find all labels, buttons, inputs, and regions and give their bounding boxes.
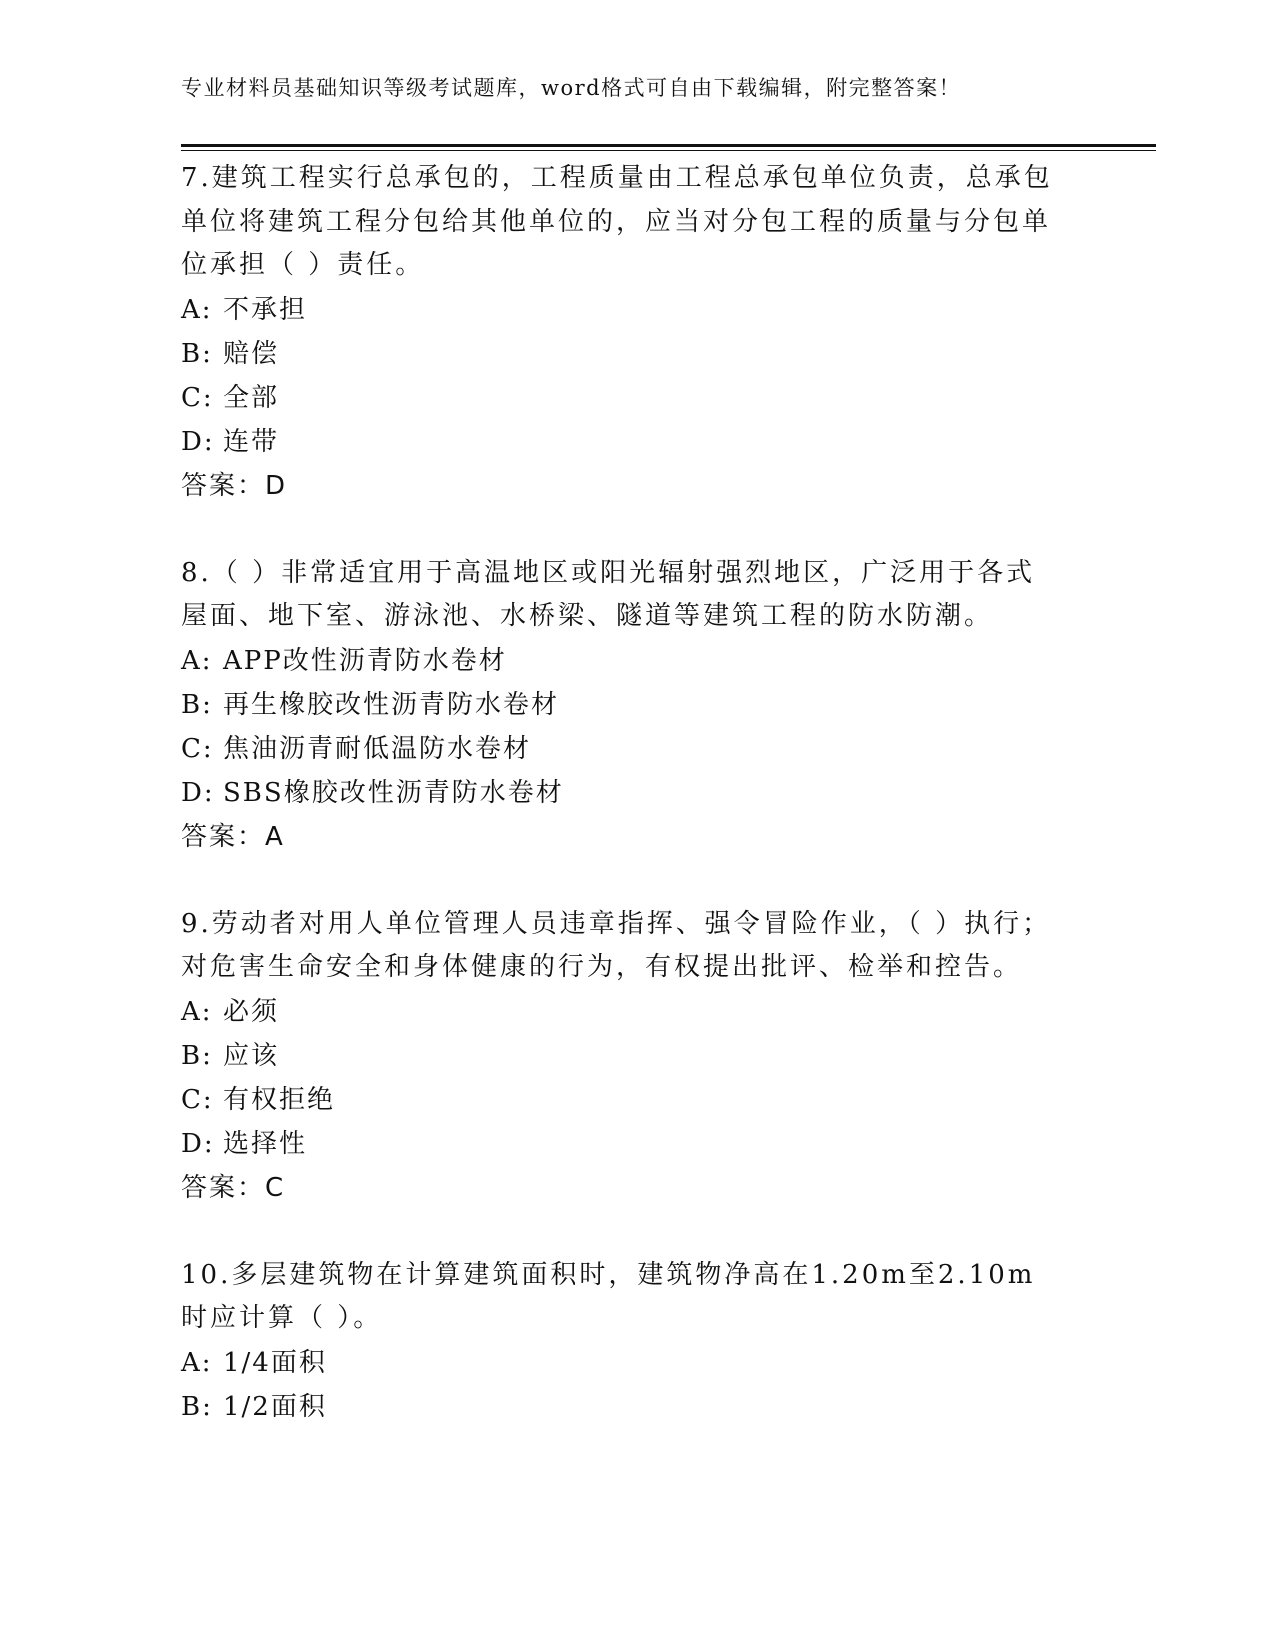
option-a bbox=[181, 1341, 1061, 1385]
page-header: 专业材料员基础知识等级考试题库，word格式可自由下载编辑，附完整答案！ bbox=[181, 76, 962, 100]
option-text: 赔偿 bbox=[223, 338, 280, 369]
option-text: 选择性 bbox=[223, 1128, 308, 1159]
option-c bbox=[181, 376, 1061, 420]
option-key: A: bbox=[181, 294, 213, 325]
option-a bbox=[181, 990, 1061, 1034]
option-b bbox=[181, 683, 1061, 727]
header-rule-thin bbox=[181, 150, 1156, 151]
option-key: A: bbox=[181, 1347, 213, 1378]
option-b bbox=[181, 1385, 1061, 1429]
option-d bbox=[181, 420, 1061, 464]
option-key: C: bbox=[181, 1084, 214, 1115]
question-8 bbox=[181, 552, 1061, 859]
question-stem: 8.（ ）非常适宜用于高温地区或阳光辐射强烈地区，广泛用于各式屋面、地下室、游泳池、水桥梁、隧道等建筑工程的防水防潮。 bbox=[181, 557, 1036, 631]
option-key: A: bbox=[181, 645, 213, 676]
option-key: D: bbox=[181, 777, 215, 808]
option-key: B: bbox=[181, 338, 213, 369]
option-text: 必须 bbox=[223, 996, 280, 1027]
question-stem: 7.建筑工程实行总承包的，工程质量由工程总承包单位负责，总承包单位将建筑工程分包给其他单位的，应当对分包工程的质量与分包单位承担（ ）责任。 bbox=[181, 163, 1053, 280]
answer-line: 答案：D bbox=[181, 470, 288, 501]
option-b bbox=[181, 1034, 1061, 1078]
option-key: D: bbox=[181, 1128, 215, 1159]
question-7 bbox=[181, 157, 1061, 508]
question-10 bbox=[181, 1254, 1061, 1429]
option-key: C: bbox=[181, 733, 214, 764]
option-text: 应该 bbox=[223, 1040, 280, 1071]
option-key: C: bbox=[181, 382, 214, 413]
answer-line: 答案：C bbox=[181, 1172, 286, 1203]
question-stem: 10.多层建筑物在计算建筑面积时，建筑物净高在1.20m至2.10m时应计算（ ）。 bbox=[181, 1259, 1036, 1333]
option-d bbox=[181, 1122, 1061, 1166]
option-text: 再生橡胶改性沥青防水卷材 bbox=[223, 689, 560, 720]
option-key: D: bbox=[181, 426, 215, 457]
option-c bbox=[181, 1078, 1061, 1122]
option-text: APP改性沥青防水卷材 bbox=[223, 645, 507, 676]
option-c bbox=[181, 727, 1061, 771]
option-text: SBS橡胶改性沥青防水卷材 bbox=[223, 777, 564, 808]
option-key: B: bbox=[181, 689, 213, 720]
header-rule-thick bbox=[181, 144, 1156, 147]
option-d bbox=[181, 771, 1061, 815]
option-a bbox=[181, 288, 1061, 332]
answer-line: 答案：A bbox=[181, 821, 285, 852]
question-stem: 9.劳动者对用人单位管理人员违章指挥、强令冒险作业，（ ）执行；对危害生命安全和身体健康的行为，有权提出批评、检举和控告。 bbox=[181, 908, 1052, 982]
option-text: 焦油沥青耐低温防水卷材 bbox=[223, 733, 532, 764]
option-text: 1/4面积 bbox=[223, 1347, 327, 1378]
option-text: 有权拒绝 bbox=[223, 1084, 336, 1115]
option-key: B: bbox=[181, 1040, 213, 1071]
option-key: A: bbox=[181, 996, 213, 1027]
option-text: 不承担 bbox=[223, 294, 308, 325]
option-a bbox=[181, 639, 1061, 683]
option-key: B: bbox=[181, 1391, 213, 1422]
question-9 bbox=[181, 903, 1061, 1210]
option-b bbox=[181, 332, 1061, 376]
option-text: 连带 bbox=[223, 426, 280, 457]
option-text: 全部 bbox=[223, 382, 280, 413]
option-text: 1/2面积 bbox=[223, 1391, 327, 1422]
question-list bbox=[181, 157, 1061, 1429]
